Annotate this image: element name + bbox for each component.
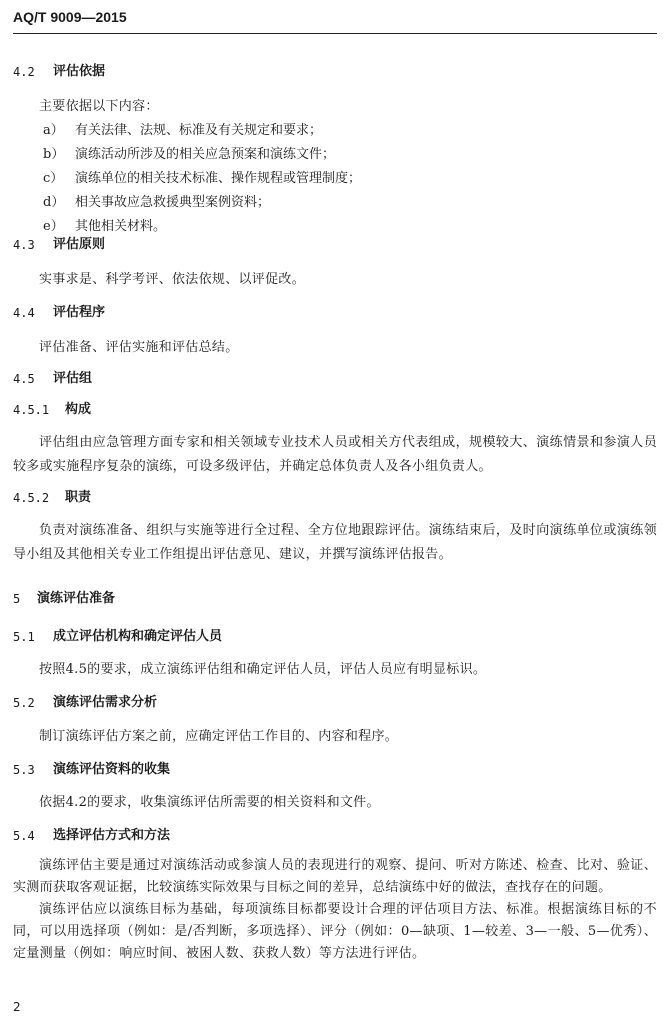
section-5-heading [13,587,657,611]
section-4-5-1-body [13,431,657,479]
paragraph: 按照4.5的要求，成立演练评估组和确定评估人员，评估人员应有明显标识。 [39,662,487,677]
section-4-4 [13,301,657,325]
list-item [13,191,657,215]
list-label: c） [43,171,64,186]
section-4-5-2 [13,486,657,510]
section-4-3 [13,233,657,257]
section-4-4-body [13,336,657,360]
section-5-3-body [13,791,657,815]
section-4-3-heading [13,233,657,257]
section-5 [13,587,657,611]
section-4-4-heading [13,301,657,325]
section-5-4-body [13,855,657,965]
list-text: 演练活动所涉及的相关应急预案和演练文件； [75,147,336,162]
section-4-2-body [13,95,657,239]
paragraph: 评估组由应急管理方面专家和相关领域专业技术人员或相关方代表组成，规模较大、演练情景和参演人员较多或实施程序复杂的演练，可设多级评估，并确定总体负责人及各小组负责人。 [13,435,657,474]
section-4-5-1 [13,398,657,422]
section-number: 4.5.2 [13,491,50,505]
paragraph: 负责对演练准备、组织与实施等进行全过程、全方位地跟踪评估。演练结束后，及时向演练单位或演练领导小组及其他相关专业工作组提出评估意见、建议，并撰写演练评估报告。 [13,523,657,562]
section-4-2-heading [13,60,657,84]
section-title: 评估原则 [53,237,106,252]
section-number: 4.4 [13,306,35,320]
section-5-1-heading [13,625,657,649]
list-item [13,119,657,143]
list-text: 有关法律、法规、标准及有关规定和要求； [75,123,323,138]
paragraph: 依据4.2的要求，收集演练评估所需要的相关资料和文件。 [39,795,380,810]
section-number: 5.3 [13,763,35,777]
list-text: 其他相关材料。 [75,219,167,234]
list-item [13,167,657,191]
section-4-5 [13,367,657,391]
section-5-2 [13,691,657,715]
paragraph: 演练评估应以演练目标为基础，每项演练目标都要设计合理的评估项目方法、标准。根据演练目标的不同，可以用选择项（例如：是/否判断，多项选择）、评分（例如：0—缺项、1—较差、3—一般、5—优秀）、定量测量（例如：响应时间、被困人数、获救人数）等方法进行评估。 [13,902,657,961]
paragraph: 评估准备、评估实施和评估总结。 [39,340,239,355]
list-label: d） [43,195,65,210]
section-number: 5.2 [13,696,35,710]
paragraph: 实事求是、科学考评、依法依规、以评促改。 [39,272,306,287]
list-item [13,143,657,167]
section-title: 演练评估需求分析 [53,695,158,710]
section-4-5-2-heading [13,486,657,510]
intro-text: 主要依据以下内容： [39,99,159,114]
page-number: 2 [13,1000,21,1014]
section-5-2-body [13,725,657,749]
section-4-3-body [13,268,657,292]
section-title: 评估程序 [53,305,106,320]
section-title: 构成 [65,402,92,417]
section-5-2-heading [13,691,657,715]
section-5-3-heading [13,758,657,782]
section-5-1 [13,625,657,649]
section-title: 评估依据 [53,64,106,79]
section-number: 4.5.1 [13,403,50,417]
section-4-5-2-body [13,519,657,567]
section-title: 演练评估资料的收集 [53,762,171,777]
paragraph: 制订演练评估方案之前，应确定评估工作目的、内容和程序。 [39,729,399,744]
section-title: 演练评估准备 [37,591,116,606]
section-number: 5.1 [13,630,35,644]
header-rule [13,33,657,34]
section-number: 5.4 [13,829,35,843]
section-title: 评估组 [53,371,93,386]
section-5-4 [13,824,657,848]
section-number: 4.2 [13,65,35,79]
section-number: 5 [13,592,21,606]
section-title: 职责 [65,490,92,505]
list-label: e） [43,219,64,234]
list-label: a） [43,123,64,138]
section-5-4-heading [13,824,657,848]
section-title: 选择评估方式和方法 [53,828,171,843]
section-title: 成立评估机构和确定评估人员 [53,629,223,644]
list-text: 相关事故应急救援典型案例资料； [75,195,271,210]
section-number: 4.3 [13,238,35,252]
section-4-5-heading [13,367,657,391]
section-5-1-body [13,658,657,682]
list-label: b） [43,147,65,162]
standard-code: AQ/T 9009—2015 [13,9,127,25]
paragraph: 演练评估主要是通过对演练活动或参演人员的表现进行的观察、提问、听对方陈述、检查、比对、验证、实测而获取客观证据，比较演练实际效果与目标之间的差异，总结演练中好的做法，查找存在的问题。 [13,858,657,895]
list-text: 演练单位的相关技术标准、操作规程或管理制度； [75,171,362,186]
section-4-5-1-heading [13,398,657,422]
section-4-2 [13,60,657,84]
section-number: 4.5 [13,372,35,386]
section-5-3 [13,758,657,782]
